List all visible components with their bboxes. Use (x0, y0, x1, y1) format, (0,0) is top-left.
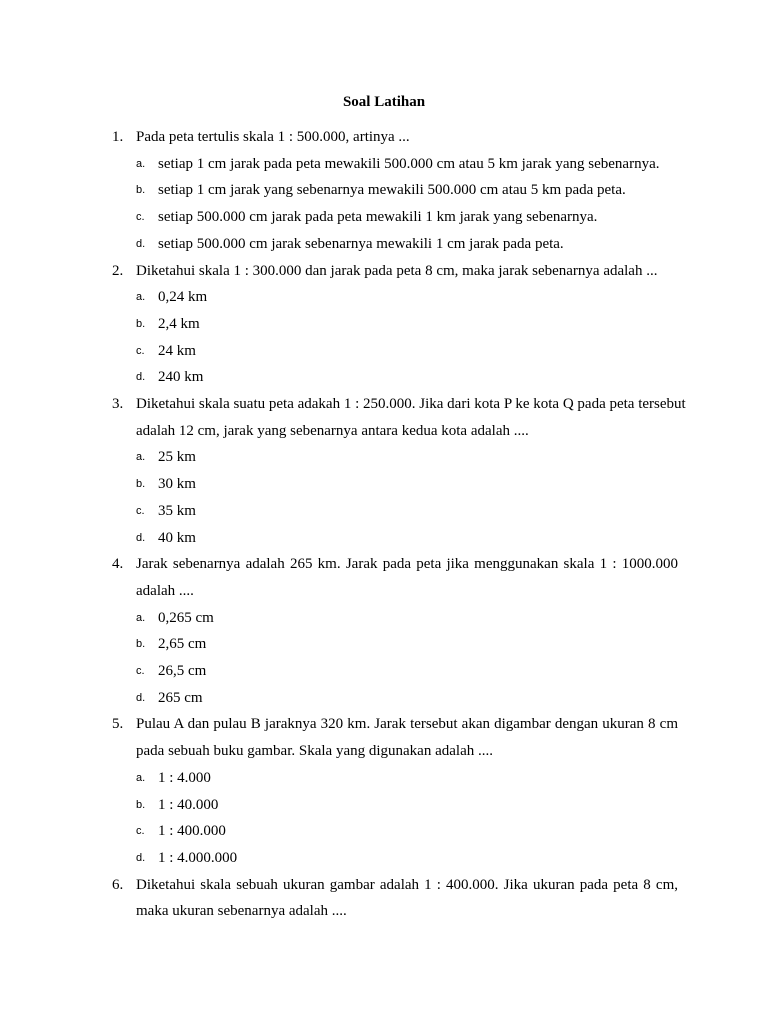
option-letter: c. (136, 504, 145, 517)
option-letter: c. (136, 665, 145, 677)
option-text: 2,65 cm (158, 636, 207, 653)
option-text: 24 km (158, 342, 196, 359)
option-letter: a. (136, 771, 146, 784)
option-letter: a. (136, 611, 146, 624)
option-letter: d. (136, 531, 146, 544)
option-text: setiap 1 cm jarak pada peta mewakili 500.000 cm atau 5 km jarak yang sebenarnya. (158, 155, 660, 172)
option-letter: b. (136, 798, 146, 811)
option-text: 30 km (158, 476, 196, 493)
question-text: Pulau A dan pulau B jaraknya 320 km. Jarak tersebut akan digambar dengan ukuran 8 cm (136, 716, 678, 733)
option-text: 26,5 cm (158, 663, 207, 679)
option-text: 2,4 km (158, 315, 200, 332)
page-title: Soal Latihan (342, 94, 426, 110)
question-number: 5. (112, 716, 124, 733)
question-number: 3. (112, 396, 124, 412)
option-letter: c. (136, 344, 145, 357)
option-text: 1 : 40.000 (158, 796, 219, 813)
option-letter: c. (136, 825, 145, 838)
option-text: 1 : 4.000 (158, 769, 211, 786)
option-letter: a. (136, 157, 146, 170)
option-letter: b. (136, 184, 146, 197)
option-text: setiap 1 cm jarak yang sebenarnya mewakili 500.000 cm atau 5 km pada peta. (158, 182, 626, 199)
option-text: 1 : 400.000 (158, 823, 226, 840)
question-number: 1. (112, 129, 124, 145)
question-text: pada sebuah buku gambar. Skala yang digunakan adalah .... (136, 743, 493, 760)
option-text: 0,265 cm (158, 609, 214, 626)
option-text: 0,24 km (158, 289, 208, 306)
option-letter: d. (136, 237, 146, 250)
option-letter: a. (136, 451, 146, 464)
option-letter: b. (136, 317, 146, 330)
question-text: Diketahui skala 1 : 300.000 dan jarak pada peta 8 cm, maka jarak sebenarnya adalah ... (136, 262, 658, 279)
question-number: 6. (112, 876, 124, 893)
option-text: 265 cm (158, 689, 203, 706)
option-text: 1 : 4.000.000 (158, 849, 238, 866)
question-text: Jarak sebenarnya adalah 265 km. Jarak pada peta jika menggunakan skala 1 : 1000.000 (136, 556, 678, 573)
question-number: 4. (112, 556, 124, 573)
option-letter: b. (136, 638, 146, 651)
question-text: maka ukuran sebenarnya adalah .... (136, 903, 347, 920)
question-text: Diketahui skala sebuah ukuran gambar adalah 1 : 400.000. Jika ukuran pada peta 8 cm, (136, 876, 678, 893)
option-letter: d. (136, 371, 146, 384)
question-text: Pada peta tertulis skala 1 : 500.000, artinya ... (136, 129, 410, 145)
question-text: adalah 12 cm, jarak yang sebenarnya antara kedua kota adalah .... (136, 422, 529, 439)
question-text: adalah .... (136, 582, 194, 599)
option-letter: d. (136, 691, 146, 704)
option-letter: d. (136, 851, 146, 864)
option-letter: c. (136, 211, 145, 224)
option-letter: b. (136, 478, 146, 491)
option-text: 240 km (158, 369, 204, 386)
option-text: setiap 500.000 cm jarak pada peta mewakili 1 km jarak yang sebenarnya. (158, 209, 598, 226)
option-text: setiap 500.000 cm jarak sebenarnya mewakili 1 cm jarak pada peta. (158, 235, 564, 252)
question-number: 2. (112, 262, 124, 279)
option-text: 25 km (158, 449, 196, 466)
option-text: 35 km (158, 502, 196, 519)
question-text: Diketahui skala suatu peta adakah 1 : 250.000. Jika dari kota P ke kota Q pada peta tersebut (136, 396, 686, 412)
option-letter: a. (136, 291, 146, 304)
option-text: 40 km (158, 529, 196, 546)
